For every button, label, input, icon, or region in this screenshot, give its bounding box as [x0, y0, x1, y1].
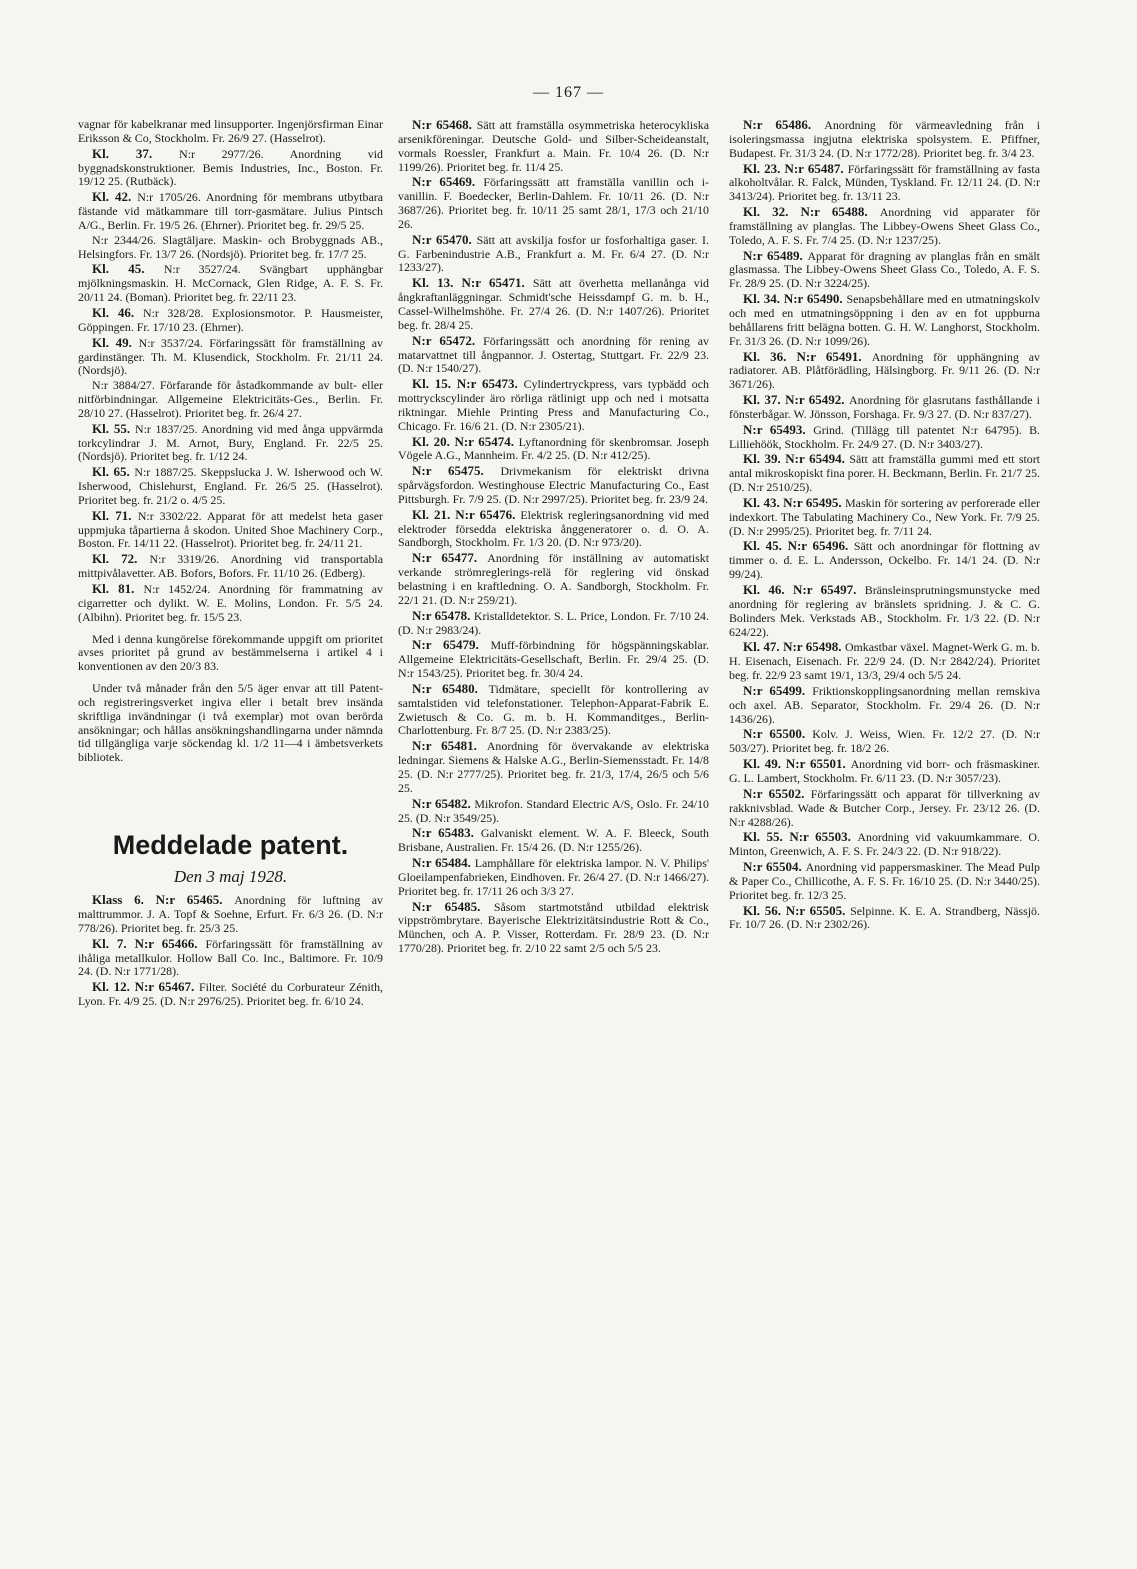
middle-column: [398, 118, 709, 957]
patent-entry: [398, 826, 709, 855]
patent-number: N:r 65496.: [787, 538, 854, 554]
patent-number: N:r 65501.: [785, 756, 851, 772]
entry-text: Apparat för dragning av planglas från en smält glasmassa. The Libbey-Owens Sheet Glass Co., Toledo, A. F. S. Fr. 28/9 25. (D. N:r 3224/25).: [729, 248, 1040, 291]
class-label: Kl. 55.: [92, 420, 136, 436]
patent-entry: [398, 175, 709, 231]
entry-text: Maskin för sortering av perforerade eller indexkort. The Tabulating Machinery Co., New York. Fr. 7/9 25. (D. N:r 2995/25). Prioritet beg. fr. 7/11 24.: [729, 495, 1040, 538]
entry-text: Muff-förbindning för högspänningskablar. Allgemeine Elektricitäts-Gesellschaft, Berlin. Fr. 29/4 25. (D. N:r 1543/25). Prioritet beg. fr. 30/4 24.: [398, 638, 709, 681]
entry-text: N:r 1452/24. Anordning för frammatning av cigarretter och dylikt. W. E. Molins, London. Fr. 5/5 24. (Albihn). Prioritet beg. fr. 15/5 23.: [78, 582, 383, 624]
entry-text: Lyftanordning för skenbromsar. Joseph Vögele A.G., Mannheim. Fr. 4/2 25. (D. N:r 412/25).: [398, 434, 709, 463]
class-label: Kl. 46.: [743, 582, 793, 597]
entry-text: Cylindertryckpress, vars typbädd och mottryckscylinder äro rörliga rätlinigt upp och ned i motsatta riktningar. Miehle Printing Press and Manufacturing Co., Chicago. Fr. 16/6 21. (D. N:r 2305/21).: [398, 377, 709, 433]
patent-number: N:r 65494.: [785, 451, 850, 467]
application-entry: [78, 234, 383, 262]
class-label: Kl. 13.: [412, 275, 462, 291]
patent-number: N:r 65484.: [412, 855, 475, 871]
patent-number: N:r 65498.: [783, 639, 845, 655]
class-label: Kl. 32.: [743, 204, 801, 220]
patent-entry: [398, 464, 709, 507]
class-label: Kl. 46.: [92, 304, 143, 320]
patent-entry: [729, 393, 1040, 422]
entry-text: Anordning för glasrutans fasthållande i fönsterbågar. W. Jönsson, Forshaga. Fr. 9/3 27. (D. N:r 837/27).: [729, 393, 1040, 421]
patent-list: [78, 893, 383, 1009]
patent-entry: [398, 334, 709, 377]
class-label: Kl. 37.: [743, 392, 786, 408]
patent-entry: [729, 162, 1040, 205]
patent-number: N:r 65465.: [155, 892, 235, 908]
entry-text: Sätt att överhetta mellanånga vid ångkraftanläggningar. Schmidt'sche Heissdampf G. m. b. H., Cassel-Wilhelmshöhe. Fr. 27/4 26. (D. N:r 1407/26). Prioritet beg. fr. 28/4 25.: [398, 276, 709, 332]
class-label: Kl. 34.: [743, 291, 784, 307]
entry-text: Anordning vid vakuumkammare. O. Minton, Greenwich, A. F. S. Fr. 24/3 22. (D. N:r 918/22).: [729, 830, 1040, 859]
entry-text: Bränsleinsprutningsmunstycke med anordning för reglering av bränslets spridning. J. & C. G. Bolinders Mek. Verkstads AB., Stockholm. Fr. 1/3 22. (D. N:r 624/22).: [729, 583, 1040, 639]
entry-text: Förfaringssätt för framställning av ihåliga metallkulor. Hollow Ball Co. Inc., Baltimore. Fr. 10/9 24. (D. N:r 1771/28).: [78, 936, 383, 979]
entry-text: Sätt att framställa gummi med ett stort antal mikroskopiskt fina porer. H. Beckmann, Berlin. Fr. 21/7 25. (D. N:r 2510/25).: [729, 452, 1040, 495]
patent-entry: [729, 830, 1040, 859]
class-label: Kl. 71.: [92, 507, 138, 523]
class-label: Kl. 15.: [412, 376, 457, 392]
application-entry: [78, 465, 383, 508]
section-title: Meddelade patent.: [112, 830, 349, 861]
patent-entry: [398, 233, 709, 276]
patent-entry: [729, 205, 1040, 248]
patent-number: N:r 65503.: [789, 829, 858, 845]
patent-entry: [729, 496, 1040, 539]
class-label: Kl. 49.: [92, 334, 139, 350]
entry-text: vagnar för kabelkranar med linsupporter. Ingenjörsfirman Einar Eriksson & Co, Stockholm. Fr. 26/9 27. (Hasselrot).: [78, 117, 383, 145]
patent-number: N:r 65497.: [793, 582, 865, 597]
entry-text: N:r 1837/25. Anordning vid med ånga uppvärmda torkcylindrar J. M. Arnot, Bury, England. Fr. 22/5 25. (Nordsjö). Prioritet beg. fr. 1/12 24.: [78, 421, 383, 464]
patent-entry: [398, 377, 709, 433]
patent-entry: [729, 860, 1040, 903]
patent-number: N:r 65472.: [412, 332, 484, 348]
patent-entry: [729, 249, 1040, 292]
entry-text: Förfaringssätt och apparat för tillverkning av rakknivsblad. Wade & Butcher Corp., Jersey. Fr. 23/12 26. (D. N:r 4288/26).: [729, 786, 1040, 829]
left-column: [78, 118, 383, 1010]
class-label: Kl. 42.: [92, 189, 138, 205]
patent-number: N:r 65475.: [412, 463, 501, 479]
patent-number: N:r 65477.: [412, 550, 488, 566]
patent-number: N:r 65476.: [455, 506, 521, 522]
patent-entry: [398, 609, 709, 638]
entry-text: Elektrisk regleringsanordning vid med elektroder försedda elektriska ånggeneratorer o. d. O. A. Sandborgh, Stockholm. Fr. 1/3 20. (D. N:r 973/20).: [398, 507, 709, 550]
patent-number: N:r 65499.: [743, 682, 813, 698]
patent-entry: [398, 739, 709, 795]
application-entry: [78, 422, 383, 465]
patent-entry: [78, 980, 383, 1009]
patent-number: N:r 65486.: [743, 117, 825, 132]
entry-text: Anordning för värmeavledning från i isoleringsmassa ingjutna elektriska spolsystem. E. Pfiffner, Budapest. Fr. 31/3 24. (D. N:r 1772/28). Prioritet beg. fr. 3/4 23.: [729, 118, 1040, 160]
entry-text: Friktionskopplingsanordning mellan remskiva och axel. AB. Separator, Stockholm. Fr. 29/4 26. (D. N:r 1436/26).: [729, 683, 1040, 726]
class-label: Kl. 56.: [743, 902, 786, 918]
patent-number: N:r 65483.: [412, 825, 481, 841]
page-number: — 167 —: [533, 84, 604, 101]
application-entry: [78, 118, 383, 146]
entry-text: Sätt att framställa osymmetriska heterocykliska arsenikföreningar. Deutsche Gold- und Silber-Scheideanstalt, vormals Roessler, Frankfurt a. Main. Fr. 10/4 26. (D. N:r 1199/26). Prioritet beg. fr. 11/4 25.: [398, 118, 709, 174]
entry-text: Kolv. J. Weiss, Wien. Fr. 12/2 27. (D. N:r 503/27). Prioritet beg. fr. 18/2 26.: [729, 727, 1040, 756]
patent-entry: [729, 423, 1040, 452]
entry-text: Anordning för övervakande av elektriska ledningar. Siemens & Halske A.G., Berlin-Siemensstadt. Fr. 14/8 25. (D. N:r 2777/25). Prioritet beg. fr. 21/3, 17/4, 26/5 och 5/6 25.: [398, 739, 709, 795]
class-label: Kl. 81.: [92, 581, 144, 596]
entry-text: N:r 3537/24. Förfaringssätt för framställning av gardinstänger. Th. M. Klusendick, Stockholm. Fr. 21/11 24. (Nordsjö).: [78, 335, 383, 378]
patent-number: N:r 65481.: [412, 738, 487, 754]
application-entry: [78, 262, 383, 305]
class-label: Kl. 20.: [412, 433, 455, 449]
entry-text: Omkastbar växel. Magnet-Werk G. m. b. H. Eisenach, Eisenach. Fr. 22/9 24. (D. N:r 2842/24). Prioritet beg. fr. 22/9 23 samt 19/1, 13/3, 29/4 och 5/5 24.: [729, 640, 1040, 683]
application-entry: [78, 379, 383, 421]
patent-entry: [398, 276, 709, 332]
entry-text: N:r 3319/26. Anordning vid transportabla mittpivålavetter. AB. Bofors, Bofors. Fr. 11/10 26. (Edberg).: [78, 552, 383, 581]
patent-entry: [398, 900, 709, 956]
patent-number: N:r 65485.: [412, 898, 494, 914]
objection-notice: Under två månader från den 5/5 äger envar att till Patent- och registreringsverket ingiva eller i betalt brev insända skriftliga invändningar (i två exemplar) mot ovan berörda ansökningar; och hållas ansökningshandlingarna under nämnda tid tillgängliga varje söckendag kl. 1/2 11—4 i ämbetsverkets bibliotek.: [78, 681, 383, 765]
entry-text: Mikrofon. Standard Electric A/S, Oslo. Fr. 24/10 25. (D. N:r 3549/25).: [398, 796, 709, 825]
patent-list: [398, 118, 709, 956]
patent-number: N:r 65480.: [412, 680, 489, 696]
class-label: Kl. 23.: [743, 160, 785, 176]
patent-number: N:r 65474.: [454, 433, 519, 449]
patent-entry: [398, 682, 709, 738]
application-list: [78, 118, 383, 625]
patent-number: N:r 65473.: [456, 376, 524, 392]
class-label: Klass 6.: [92, 892, 156, 908]
entry-text: Kristalldetektor. S. L. Price, London. Fr. 7/10 24. (D. N:r 2983/24).: [398, 608, 709, 637]
entry-text: Såsom startmotstånd utbildad elektrisk vippströmbrytare. Bayerische Elektrizitätsindustrie Rott & Co., München, och A. P. Visser, Rotterdam. Fr. 28/9 23. (D. N:r 1770/28). Prioritet beg. fr. 2/10 22 samt 2/5 och 5/5 23.: [398, 899, 709, 956]
patent-number: N:r 65492.: [785, 392, 849, 408]
patent-entry: [398, 118, 709, 174]
class-label: Kl. 37.: [92, 145, 180, 161]
patent-entry: [729, 787, 1040, 830]
class-label: Kl. 49.: [743, 756, 786, 772]
patent-entry: [729, 292, 1040, 348]
entry-text: Sätt att avskilja fosfor ur fosforhaltiga gaser. I. G. Farbenindustrie A.B., Frankfurt a. M. Fr. 6/4 27. (D. N:r 1233/27).: [398, 232, 709, 275]
patent-number: N:r 65491.: [796, 348, 872, 364]
patent-number: N:r 65478.: [412, 607, 474, 623]
patent-entry: [78, 893, 383, 936]
class-label: Kl. 43.: [743, 494, 784, 510]
entry-text: Galvaniskt element. W. A. F. Bleeck, South Brisbane, Australien. Fr. 15/4 26. (D. N:r 1255/26).: [398, 826, 709, 855]
class-label: Kl. 12.: [92, 979, 135, 995]
priority-notice: Med i denna kungörelse förekommande uppgift om prioritet avses prioritet på grund av bestämmelserna i artikel 4 i konventionen av den 20/3 83.: [78, 631, 383, 674]
entry-text: N:r 2344/26. Slagtäljare. Maskin- och Brobyggnads AB., Helsingfors. Fr. 13/7 26. (Nordsjö). Prioritet beg. fr. 17/7 25.: [78, 232, 383, 261]
patent-number: N:r 65469.: [412, 174, 484, 190]
class-label: Kl. 21.: [412, 506, 456, 522]
entry-text: Selpinne. K. E. A. Strandberg, Nässjö. Fr. 10/7 26. (D. N:r 2302/26).: [729, 903, 1040, 932]
patent-entry: [729, 583, 1040, 639]
patent-entry: [398, 856, 709, 899]
entry-text: N:r 1887/25. Skeppslucka J. W. Isherwood och W. Isherwood, Chislehurst, England. Fr. 26/5 25. (Hasselrot). Prioritet beg. fr. 21/2 o. 4/5 25.: [78, 465, 383, 507]
patent-number: N:r 65471.: [461, 275, 533, 291]
entry-text: Senapsbehållare med en utmatningskolv och med en utmatningsöppning i den av en fot uppburna behållarens fritt belägna botten. G. H. W. Langhorst, Stockholm. Fr. 31/3 26. (D. N:r 1099/26).: [729, 292, 1040, 348]
class-label: Kl. 47.: [743, 639, 784, 655]
patent-list: [729, 118, 1040, 932]
patent-number: N:r 65468.: [412, 117, 477, 132]
patent-entry: [729, 904, 1040, 933]
entry-text: Grind. (Tillägg till patentet N:r 64795). B. Lilliehöök, Stockholm. Fr. 24/9 27. (D. N:r 3403/27).: [729, 422, 1040, 451]
patent-entry: [398, 508, 709, 551]
entry-text: Drivmekanism för elektriskt drivna spårvägsfordon. Westinghouse Electric Manufacturing Co., East Pittsburgh. Fr. 7/9 25. (D. N:r 2997/25). Prioritet beg. fr. 23/9 24.: [398, 464, 709, 506]
entry-text: N:r 2977/26. Anordning vid byggnadskonstruktioner. Bemis Industries, Inc., Boston. Fr. 19/12 25. (Rutbäck).: [78, 146, 383, 189]
application-entry: [78, 509, 383, 552]
patent-entry: [729, 684, 1040, 727]
entry-text: N:r 3884/27. Förfarande för åstadkommande av bult- eller nitförbindningar. Allgemeine Elektricitäts-Ges., Berlin. Fr. 28/10 27. (Hasselrot). Prioritet beg. fr. 26/4 27.: [78, 378, 383, 420]
patent-number: N:r 65495.: [783, 494, 846, 510]
patent-entry: [398, 797, 709, 826]
patent-entry: [729, 640, 1040, 683]
class-label: Kl. 65.: [92, 464, 135, 480]
patent-entry: [729, 118, 1040, 161]
class-label: Kl. 39.: [743, 451, 786, 467]
entry-text: Förfaringssätt för framställning av fasta alkoholtvålar. R. Falck, Münden, Tyskland. Fr. 12/11 24. (D. N:r 3413/24). Prioritet beg. fr. 13/11 23.: [729, 161, 1040, 204]
application-entry: [78, 306, 383, 335]
application-entry: [78, 190, 383, 233]
application-entry: [78, 552, 383, 581]
patent-number: N:r 65470.: [412, 231, 477, 247]
class-label: Kl. 45.: [92, 261, 164, 277]
entry-text: N:r 328/28. Explosionsmotor. P. Hausmeister, Göppingen. Fr. 17/10 23. (Ehrner).: [78, 305, 383, 334]
patent-number: N:r 65479.: [412, 637, 491, 653]
class-label: Kl. 45.: [743, 538, 788, 554]
patent-number: N:r 65467.: [134, 979, 199, 995]
patent-entry: [729, 350, 1040, 393]
class-label: Kl. 36.: [743, 348, 797, 364]
patent-number: N:r 65489.: [743, 247, 808, 263]
patent-entry: [729, 452, 1040, 495]
entry-text: Filter. Société du Corburateur Zénith, Lyon. Fr. 4/9 25. (D. N:r 2976/25). Prioritet beg. fr. 6/10 24.: [78, 980, 383, 1009]
class-label: Kl. 55.: [743, 829, 790, 845]
patent-number: N:r 65504.: [743, 859, 806, 875]
entry-text: Förfaringssätt och anordning för rening av matarvattnet till ångpannor. J. Ostertag, Stuttgart. Fr. 22/9 23. (D. N:r 1540/27).: [398, 333, 709, 376]
entry-text: N:r 1705/26. Anordning för membrans utbytbara fästande vid mätkammare till torr-gasmätare. Julius Pintsch A/G., Berlin. Fr. 19/5 26. (Ehrner). Prioritet beg. fr. 29/5 25.: [78, 190, 383, 232]
patent-entry: [398, 551, 709, 607]
entry-text: Sätt och anordningar för flottning av timmer o. d. E. L. Andersson, Ockelbo. Fr. 14/1 24. (D. N:r 99/24).: [729, 539, 1040, 582]
patent-entry: [729, 539, 1040, 582]
entry-text: Anordning för upphängning av radiatorer. AB. Plåtförädling, Hälsingborg. Fr. 9/11 26. (D. N:r 3671/26).: [729, 349, 1040, 392]
entry-text: N:r 3302/22. Apparat för att medelst heta gaser uppmjuka tåpartierna å skodon. United Shoe Machinery Corp., Boston. Fr. 14/11 22. (Hasselrot). Prioritet beg. fr. 24/11 21.: [78, 508, 383, 551]
patent-entry: [729, 727, 1040, 756]
entry-text: Förfaringssätt att framställa vanillin och i-vanillin. F. Boedecker, Berlin-Dahlem. Fr. 10/11 26. (D. N:r 3687/26). Prioritet beg. fr. 10/11 25 samt 28/1, 17/3 och 21/10 26.: [398, 175, 709, 231]
class-label: Kl. 7.: [92, 935, 135, 951]
entry-text: Lamphållare för elektriska lampor. N. V. Philips' Gloeilampenfabrieken, Eindhoven. Fr. 26/4 27. (D. N:r 1466/27). Prioritet beg. fr. 17/11 26 och 3/3 27.: [398, 856, 709, 898]
entry-text: N:r 3527/24. Svängbart upphängbar mjölkningsmaskin. H. McCornack, Glen Ridge, A. F. S. Fr. 20/11 24. (Boman). Prioritet beg. fr. 22/11 23.: [78, 262, 383, 305]
application-entry: [78, 147, 383, 190]
application-entry: [78, 336, 383, 379]
entry-text: Anordning för luftning av malttrummor. J. A. Topf & Soehne, Erfurt. Fr. 6/3 26. (D. N:r 778/26). Prioritet beg. fr. 25/3 25.: [78, 893, 383, 935]
patent-number: N:r 65487.: [784, 160, 848, 176]
patent-number: N:r 65482.: [412, 795, 475, 811]
entry-text: Anordning vid pappersmaskiner. The Mead Pulp & Paper Co., Chillicothe, A. F. S. Fr. 16/10 25. (D. N:r 3440/25). Prioritet beg. fr. 12/3 25.: [729, 860, 1040, 902]
patent-number: N:r 65500.: [743, 726, 813, 742]
patent-number: N:r 65490.: [783, 291, 847, 307]
patent-entry: [78, 937, 383, 980]
patent-number: N:r 65466.: [134, 935, 206, 951]
patent-number: N:r 65493.: [743, 421, 814, 437]
patent-number: N:r 65488.: [800, 204, 880, 220]
patent-entry: [729, 757, 1040, 786]
entry-text: Anordning för inställning av automatiskt verkande strömreglerings-relä för reglering vid önskad belastning i en kraftledning. O. A. Sandborgh, Stockholm. Fr. 22/1 21. (D. N:r 259/21).: [398, 551, 709, 607]
patent-number: N:r 65505.: [785, 902, 851, 918]
entry-text: Anordning vid borr- och fräsmaskiner. G. L. Lambert, Stockholm. Fr. 6/11 23. (D. N:r 3057/23).: [729, 757, 1040, 785]
application-entry: [78, 582, 383, 625]
patent-entry: [398, 435, 709, 464]
entry-text: Tidmätare, speciellt för kontrollering av samtalstiden vid telefonstationer. Telephon-Apparat-Fabrik E. Zwietusch & Co. G. m. b. H. Kommanditges., Berlin-Charlottenburg. Fr. 8/7 25. (D. N:r 2383/25).: [398, 681, 709, 738]
patent-entry: [398, 638, 709, 681]
class-label: Kl. 72.: [92, 551, 150, 567]
patent-number: N:r 65502.: [743, 785, 811, 801]
entry-text: Anordning vid apparater för framställning av planglas. The Libbey-Owens Sheet Glass Co., Toledo, A. F. S. Fr. 7/4 25. (D. N:r 1237/25).: [729, 205, 1040, 247]
section-date: Den 3 maj 1928.: [173, 867, 288, 887]
right-column: [729, 118, 1040, 933]
